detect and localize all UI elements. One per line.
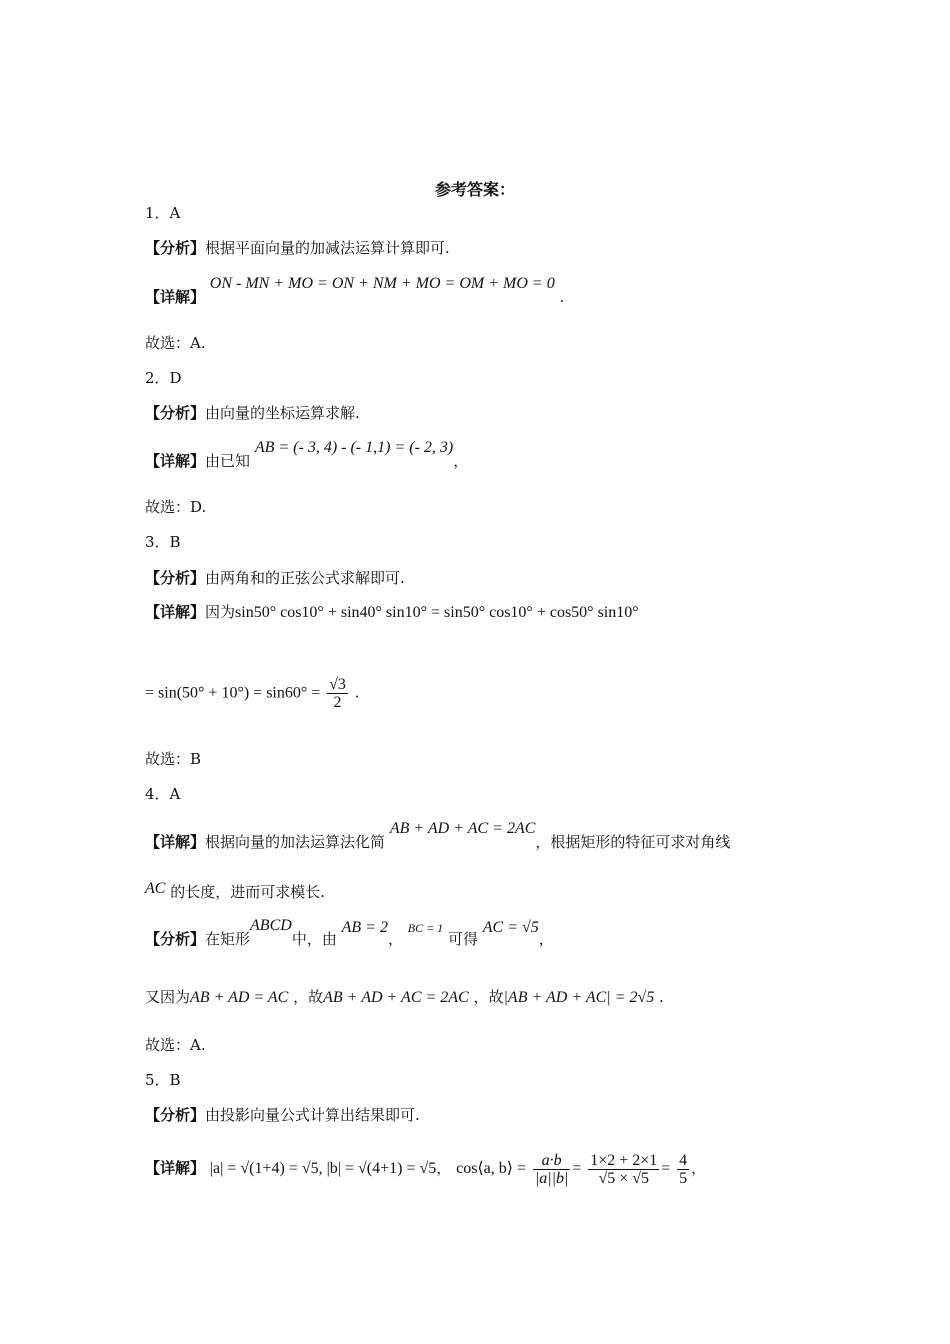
q5-fraction1 bbox=[533, 1152, 571, 1187]
q3-analysis-text: 由两角和的正弦公式求解即可. bbox=[205, 569, 405, 587]
q5-detail: 【详解】 |a| = √(1+4) = √5, |b| = √(4+1) = √5， cos⟨a, b⟩ = $\frac{a\cdot b}{|a||b|}$ = $\frac{1\times 2 + 2\times 1}{√5 \times √5}$ = $\frac{4}{5}$ ， bbox=[145, 1151, 707, 1187]
q2-detail-tag: 【详解】 bbox=[145, 452, 206, 470]
q4-detail-tag: 【详解】 bbox=[145, 833, 206, 851]
q5-fraction1-den: |a||b| bbox=[534, 1169, 569, 1187]
q3-formula2-end: . bbox=[354, 683, 360, 702]
q5-analysis-text: 由投影向量公式计算出结果即可. bbox=[205, 1106, 420, 1124]
q4-analysis-sep: ， bbox=[387, 930, 403, 948]
q3-detail bbox=[145, 602, 639, 623]
q3-detail-tag: 【详解】 bbox=[145, 603, 206, 621]
q5-detail-end: ， bbox=[691, 1159, 707, 1177]
q4-line3-f1: AB + AD = AC bbox=[190, 989, 289, 1006]
q1-answer: 1．A bbox=[145, 204, 181, 222]
q4-choice: 故选：A. bbox=[145, 1036, 206, 1054]
q3-analysis bbox=[145, 568, 405, 588]
q3-analysis-tag: 【分析】 bbox=[145, 569, 206, 587]
q2-formula-end: ， bbox=[453, 452, 469, 470]
q3-fraction bbox=[327, 676, 348, 711]
q2-detail-text: 由已知 bbox=[205, 452, 251, 470]
q3-formula-line1: sin50° cos10° + sin40° sin10° = sin50° cos10° + cos50° sin10° bbox=[235, 604, 639, 621]
q5-analysis bbox=[145, 1105, 420, 1125]
q4-analysis-text2: 中，由 bbox=[291, 930, 337, 948]
q5-answer: 5．B bbox=[145, 1071, 181, 1089]
q4-line3-text3: ，故 bbox=[473, 988, 504, 1006]
q4-analysis-f2: BC = 1 bbox=[407, 921, 444, 935]
q1-detail bbox=[145, 275, 565, 308]
q3-answer: 3．B bbox=[145, 533, 181, 551]
q4-detail-text1: 根据向量的加法运算法化简 bbox=[205, 833, 386, 851]
q5-detail-tag: 【详解】 bbox=[145, 1159, 206, 1177]
q1-detail-formula: ON - MN + MO = ON + NM + MO = OM + MO = 0 bbox=[209, 275, 555, 292]
q4-line3-end: . bbox=[659, 988, 664, 1006]
q5-fraction1-num: a·b bbox=[533, 1152, 571, 1170]
q4-analysis-abcd: ABCD bbox=[250, 917, 292, 934]
q2-answer: 2．D bbox=[145, 369, 182, 387]
q5-fraction3-den: 5 bbox=[679, 1169, 688, 1187]
q2-analysis-tag: 【分析】 bbox=[145, 404, 206, 422]
q4-detail bbox=[145, 820, 731, 853]
q4-line3-f2: AB + AD + AC = 2AC bbox=[323, 989, 469, 1006]
q5-fraction2-num: 1×2 + 2×1 bbox=[590, 1151, 658, 1169]
q3-fraction-den: 2 bbox=[333, 694, 342, 711]
q4-detail-formula: AB + AD + AC = 2AC bbox=[389, 820, 536, 837]
page-title: 参考答案： bbox=[434, 180, 515, 199]
q5-detail-formula1: |a| = √(1+4) = √5, |b| = √(4+1) = √5 bbox=[209, 1160, 437, 1177]
q1-analysis bbox=[145, 238, 450, 258]
q3-fraction-num: √3 bbox=[329, 676, 346, 693]
q1-analysis-tag: 【分析】 bbox=[145, 239, 206, 257]
q1-detail-tag: 【详解】 bbox=[145, 288, 206, 306]
q3-formula2-left: = sin(50° + 10°) = sin60° = bbox=[145, 684, 321, 702]
q2-analysis-text: 由向量的坐标运算求解. bbox=[205, 404, 360, 422]
q5-fraction2-den: √5 × √5 bbox=[598, 1169, 650, 1187]
q3-detail-text: 因为 bbox=[205, 603, 236, 621]
q4-analysis-end: ， bbox=[538, 930, 554, 948]
q1-analysis-text: 根据平面向量的加减法运算计算即可. bbox=[205, 239, 450, 257]
q4-line3-text2: ，故 bbox=[293, 988, 324, 1006]
q4-analysis-f1: AB = 2 bbox=[341, 919, 388, 936]
q4-line3-text1: 又因为 bbox=[145, 988, 191, 1006]
q4-detail-line2 bbox=[145, 882, 325, 903]
q4-line3-f3: |AB + AD + AC| = 2√5 bbox=[503, 989, 655, 1006]
q4-analysis-f3: AC = √5 bbox=[482, 919, 539, 936]
q5-detail-sep: ， bbox=[436, 1159, 452, 1177]
q1-choice: 故选：A. bbox=[145, 334, 206, 352]
q4-analysis-text1: 在矩形 bbox=[205, 930, 251, 948]
q2-detail bbox=[145, 439, 469, 472]
q3-choice: 故选：B bbox=[145, 750, 202, 768]
q4-line3 bbox=[145, 987, 664, 1008]
q4-analysis bbox=[145, 917, 554, 950]
q4-analysis-text3: 可得 bbox=[447, 930, 478, 948]
q4-detail-line2-text: 的长度，进而可求模长. bbox=[170, 883, 326, 901]
q5-fraction3 bbox=[677, 1152, 689, 1187]
q5-analysis-tag: 【分析】 bbox=[145, 1106, 206, 1124]
q4-detail-ac: AC bbox=[145, 880, 166, 897]
q5-fraction2 bbox=[588, 1152, 659, 1187]
q5-cos-left: cos⟨a, b⟩ = bbox=[456, 1160, 527, 1177]
q4-analysis-tag: 【分析】 bbox=[145, 930, 206, 948]
q4-answer: 4．A bbox=[145, 785, 181, 803]
q2-analysis bbox=[145, 403, 360, 423]
q3-formula-line2 bbox=[145, 676, 359, 711]
q1-formula-end: . bbox=[559, 288, 565, 306]
q2-detail-formula: AB = (- 3, 4) - (- 1,1) = (- 2, 3) bbox=[254, 439, 454, 456]
q5-fraction3-num: 4 bbox=[679, 1151, 688, 1169]
q2-choice: 故选：D. bbox=[145, 498, 207, 516]
q4-detail-text2: ，根据矩形的特征可求对角线 bbox=[535, 833, 731, 851]
